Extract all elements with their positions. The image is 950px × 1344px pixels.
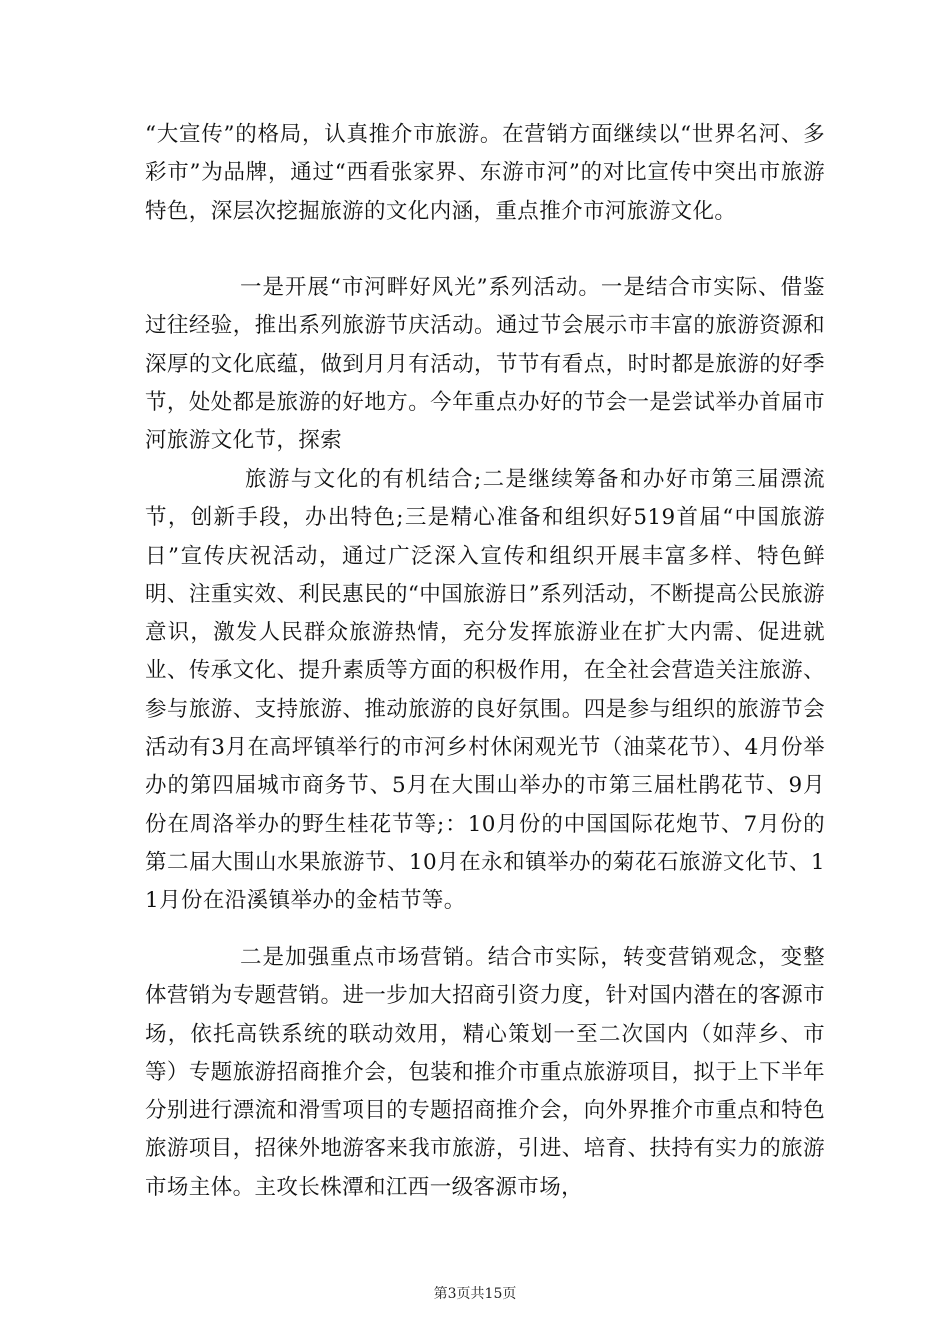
page-number-label: 第3页共15页	[433, 1286, 517, 1302]
paragraph-branding: “大宣传”的格局，认真推介市旅游。在营销方面继续以“世界名河、多彩市”为品牌，通过“西看张家界、东游市河”的对比宣传中突出市旅游特色，深层次挖掘旅游的文化内涵，重点推介市河旅游文化。	[145, 122, 825, 224]
paragraph-market-marketing: 二是加强重点市场营销。结合市实际，转变营销观念，变整体营销为专题营销。进一步加大招商引资力度，针对国内潜在的客源市场，依托高铁系统的联动效用，精心策划一至二次国内（如萍乡、市等）专题旅游招商推介会，包装和推介市重点旅游项目，拟于上下半年分别进行漂流和滑雪项目的专题招商推介会，向外界推介市重点和特色旅游项目，招徕外地游客来我市旅游，引进、培育、扶持有实力的旅游市场主体。主攻长株潭和江西一级客源市场，	[145, 945, 825, 1200]
paragraph-activities-intro: 一是开展“市河畔好风光”系列活动。一是结合市实际、借鉴过往经验，推出系列旅游节庆活动。通过节会展示市丰富的旅游资源和深厚的文化底蕴，做到月月有活动，节节有看点，时时都是旅游的好季节，处处都是旅游的好地方。今年重点办好的节会一是尝试举办首届市河旅游文化节，探索	[145, 275, 825, 454]
paragraph-festivals: 旅游与文化的有机结合;二是继续筹备和办好市第三届漂流节，创新手段，办出特色;三是精心准备和组织好519首届“中国旅游日”宣传庆祝活动，通过广泛深入宣传和组织开展丰富多样、特色鲜明、注重实效、利民惠民的“中国旅游日”系列活动，不断提高公民旅游意识，激发人民群众旅游热情，充分发挥旅游业在扩大内需、促进就业、传承文化、提升素质等方面的积极作用，在全社会营造关注旅游、参与旅游、支持旅游、推动旅游的良好氛围。四是参与组织的旅游节会活动有3月在高坪镇举行的市河乡村休闲观光节（油菜花节）、4月份举办的第四届城市商务节、5月在大围山举办的市第三届杜鹃花节、9月份在周洛举办的野生桂花节等;：10月份的中国国际花炮节、7月份的第二届大围山水果旅游节、10月在永和镇举办的菊花石旅游文化节、11月份在沿溪镇举办的金桔节等。	[145, 467, 825, 914]
page-footer	[0, 1285, 950, 1303]
